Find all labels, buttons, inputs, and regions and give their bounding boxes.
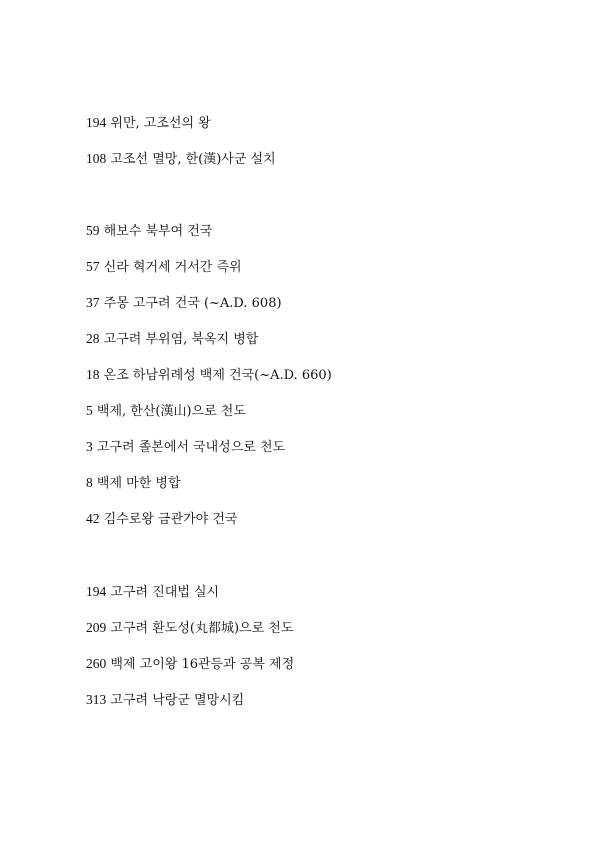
entry-year: 260 bbox=[86, 656, 107, 671]
timeline-entry bbox=[86, 652, 575, 688]
entry-year: 59 bbox=[86, 223, 100, 238]
entry-year: 8 bbox=[86, 475, 93, 490]
timeline-entry bbox=[86, 616, 575, 652]
timeline-entry bbox=[86, 688, 575, 724]
timeline-entry bbox=[86, 507, 575, 543]
entry-text: 고구려 졸본에서 국내성으로 천도 bbox=[96, 440, 286, 455]
timeline-entry bbox=[86, 580, 575, 616]
entry-year: 194 bbox=[86, 115, 107, 130]
entry-year: 5 bbox=[86, 403, 93, 418]
entry-text: 위만, 고조선의 왕 bbox=[110, 116, 211, 131]
entry-year: 194 bbox=[86, 584, 107, 599]
timeline-section-1 bbox=[86, 111, 575, 183]
timeline-entry bbox=[86, 147, 575, 183]
entry-text: 고구려 낙랑군 멸망시킴 bbox=[110, 693, 245, 708]
entry-year: 42 bbox=[86, 511, 100, 526]
entry-text: 백제 고이왕 16관등과 공복 제정 bbox=[110, 657, 295, 672]
timeline-entry bbox=[86, 111, 575, 147]
entry-year: 108 bbox=[86, 151, 107, 166]
entry-year: 3 bbox=[86, 439, 93, 454]
entry-text: 고조선 멸망, 한(漢)사군 설치 bbox=[110, 152, 276, 167]
entry-text: 고구려 부위염, 북옥지 병합 bbox=[103, 332, 259, 347]
timeline-section-3 bbox=[86, 580, 575, 724]
entry-text: 주몽 고구려 건국 (~A.D. 608) bbox=[103, 296, 282, 311]
timeline-section-2 bbox=[86, 219, 575, 543]
entry-text: 고구려 진대법 실시 bbox=[110, 585, 220, 600]
timeline-entry bbox=[86, 471, 575, 507]
timeline-entry bbox=[86, 435, 575, 471]
entry-year: 18 bbox=[86, 367, 100, 382]
entry-year: 37 bbox=[86, 295, 100, 310]
entry-year: 313 bbox=[86, 692, 107, 707]
entry-text: 고구려 환도성(丸都城)으로 천도 bbox=[110, 621, 294, 636]
timeline-entry bbox=[86, 327, 575, 363]
entry-year: 57 bbox=[86, 259, 100, 274]
entry-text: 온조 하남위례성 백제 건국(~A.D. 660) bbox=[103, 368, 332, 383]
entry-text: 신라 혁거세 거서간 즉위 bbox=[103, 260, 242, 275]
entry-text: 김수로왕 금관가야 건국 bbox=[103, 512, 238, 527]
entry-year: 209 bbox=[86, 620, 107, 635]
entry-text: 백제 마한 병합 bbox=[96, 476, 181, 491]
timeline-entry bbox=[86, 363, 575, 399]
timeline-entry bbox=[86, 255, 575, 291]
timeline-entry bbox=[86, 291, 575, 327]
entry-text: 해보수 북부여 건국 bbox=[103, 224, 213, 239]
timeline-entry bbox=[86, 219, 575, 255]
timeline-entry bbox=[86, 399, 575, 435]
entry-year: 28 bbox=[86, 331, 100, 346]
entry-text: 백제, 한산(漢山)으로 천도 bbox=[96, 404, 246, 419]
